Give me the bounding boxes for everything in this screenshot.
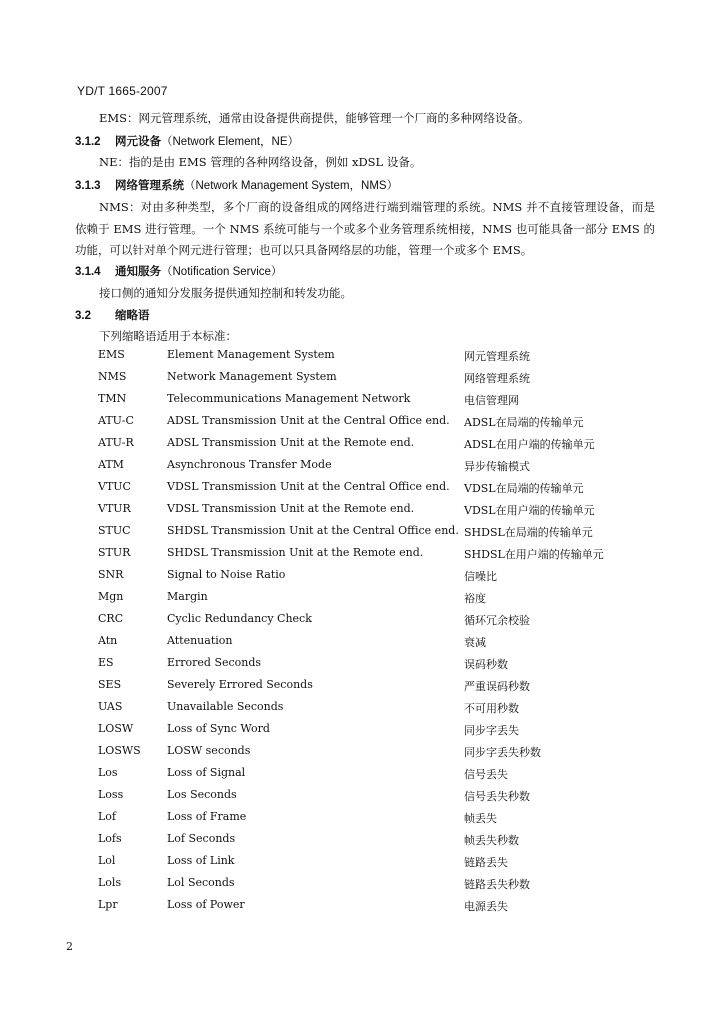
abbreviation-row — [98, 370, 638, 392]
section-heading-3-1-3 — [75, 177, 398, 193]
abbreviation-english: ADSL Transmission Unit at the Central Office end. — [167, 414, 450, 427]
abbreviation-term: VTUC — [98, 480, 131, 493]
section-number: 3.1.4 — [75, 266, 101, 278]
abbreviation-chinese: 电信管理网 — [464, 394, 519, 407]
abbreviation-english: Loss of Power — [167, 898, 245, 911]
section-title-zh: 网络管理系统 — [115, 178, 184, 192]
abbreviation-chinese: SHDSL在局端的传输单元 — [464, 526, 593, 539]
abbreviation-row — [98, 898, 638, 920]
abbreviation-english: Telecommunications Management Network — [167, 392, 411, 405]
abbreviation-term: SES — [98, 678, 122, 691]
abbreviation-row — [98, 700, 638, 722]
abbreviation-term: Atn — [98, 634, 118, 647]
abbreviation-chinese: 网元管理系统 — [464, 350, 530, 363]
abbreviation-chinese: 帧丢失秒数 — [464, 834, 519, 847]
abbreviation-chinese: 网络管理系统 — [464, 372, 530, 385]
abbreviation-english: Unavailable Seconds — [167, 700, 284, 713]
abbreviation-english: Loss of Frame — [167, 810, 247, 823]
abbreviation-chinese: 异步传输模式 — [464, 460, 530, 473]
abbreviation-english: Margin — [167, 590, 208, 603]
abbreviation-chinese: ADSL在局端的传输单元 — [464, 416, 584, 429]
abbreviation-chinese: SHDSL在用户端的传输单元 — [464, 548, 604, 561]
section-title-zh: 缩略语 — [115, 308, 150, 322]
abbreviation-english: Element Management System — [167, 348, 335, 361]
paragraph-notification — [75, 283, 655, 305]
section-title-en: （Network Element，NE） — [161, 136, 300, 148]
abbreviation-term: UAS — [98, 700, 123, 713]
abbreviation-chinese: 信号丢失秒数 — [464, 790, 530, 803]
abbreviation-row — [98, 590, 638, 612]
abbreviation-row — [98, 502, 638, 524]
abbreviation-row — [98, 810, 638, 832]
abbreviation-english: ADSL Transmission Unit at the Remote end. — [167, 436, 415, 449]
abbreviation-row — [98, 722, 638, 744]
abbreviation-chinese: 帧丢失 — [464, 812, 497, 825]
abbreviation-english: Lol Seconds — [167, 876, 235, 889]
abbreviation-row — [98, 392, 638, 414]
abbreviation-english: Loss of Sync Word — [167, 722, 270, 735]
abbreviation-chinese: ADSL在用户端的传输单元 — [464, 438, 595, 451]
abbreviation-term: ATU-C — [98, 414, 134, 427]
abbreviation-row — [98, 656, 638, 678]
section-title-zh: 通知服务 — [115, 264, 161, 278]
abbreviation-row — [98, 678, 638, 700]
section-number: 3.2 — [75, 310, 91, 322]
abbreviation-english: Severely Errored Seconds — [167, 678, 313, 691]
paragraph-abbr-intro-text: 下列缩略语适用于本标准： — [99, 329, 237, 343]
abbreviation-term: TMN — [98, 392, 127, 405]
abbreviation-chinese: 严重误码秒数 — [464, 680, 530, 693]
abbreviation-term: LOSW — [98, 722, 134, 735]
paragraph-ne-text: NE：指的是由 EMS 管理的各种网络设备，例如 xDSL 设备。 — [99, 155, 422, 169]
abbreviation-row — [98, 458, 638, 480]
section-title-zh: 网元设备 — [115, 134, 161, 148]
abbreviation-english: SHDSL Transmission Unit at the Remote end. — [167, 546, 424, 559]
paragraph-notification-text: 接口侧的通知分发服务提供通知控制和转发功能。 — [99, 286, 352, 300]
paragraph-ems-text: EMS：网元管理系统，通常由设备提供商提供，能够管理一个厂商的多种网络设备。 — [99, 111, 530, 125]
abbreviation-term: STUC — [98, 524, 131, 537]
abbreviation-term: Los — [98, 766, 118, 779]
abbreviation-chinese: 同步字丢失 — [464, 724, 519, 737]
abbreviation-row — [98, 348, 638, 370]
abbreviation-term: Loss — [98, 788, 124, 801]
abbreviation-chinese: 误码秒数 — [464, 658, 508, 671]
abbreviation-row — [98, 744, 638, 766]
abbreviation-chinese: 同步字丢失秒数 — [464, 746, 541, 759]
abbreviation-term: Lof — [98, 810, 116, 823]
abbreviation-english: VDSL Transmission Unit at the Remote end. — [167, 502, 415, 515]
abbreviation-term: Lols — [98, 876, 122, 889]
abbreviation-english: Asynchronous Transfer Mode — [167, 458, 332, 471]
abbreviation-chinese: VDSL在用户端的传输单元 — [464, 504, 595, 517]
section-title-en: （Network Management System，NMS） — [184, 180, 399, 192]
abbreviation-english: Signal to Noise Ratio — [167, 568, 286, 581]
abbreviation-term: VTUR — [98, 502, 131, 515]
abbreviation-table — [98, 348, 638, 920]
section-heading-3-2 — [75, 307, 150, 323]
abbreviation-row — [98, 480, 638, 502]
paragraph-ems — [75, 108, 655, 130]
abbreviation-english: Los Seconds — [167, 788, 237, 801]
abbreviation-term: SNR — [98, 568, 124, 581]
abbreviation-english: SHDSL Transmission Unit at the Central Office end. — [167, 524, 459, 537]
abbreviation-term: ATM — [98, 458, 124, 471]
abbreviation-row — [98, 414, 638, 436]
abbreviation-row — [98, 568, 638, 590]
abbreviation-row — [98, 788, 638, 810]
abbreviation-term: ATU-R — [98, 436, 134, 449]
abbreviation-row — [98, 524, 638, 546]
abbreviation-row — [98, 612, 638, 634]
abbreviation-english: Lof Seconds — [167, 832, 236, 845]
abbreviation-term: EMS — [98, 348, 125, 361]
paragraph-ne — [75, 152, 655, 174]
paragraph-abbr-intro — [75, 326, 655, 348]
abbreviation-chinese: 裕度 — [464, 592, 486, 605]
abbreviation-english: Loss of Signal — [167, 766, 246, 779]
abbreviation-term: Lpr — [98, 898, 118, 911]
section-number: 3.1.3 — [75, 180, 101, 192]
section-title-en: （Notification Service） — [161, 266, 283, 278]
abbreviation-english: VDSL Transmission Unit at the Central Office end. — [167, 480, 450, 493]
abbreviation-chinese: 衰减 — [464, 636, 486, 649]
abbreviation-chinese: 链路丢失 — [464, 856, 508, 869]
abbreviation-row — [98, 832, 638, 854]
abbreviation-term: Lol — [98, 854, 116, 867]
section-heading-3-1-2 — [75, 133, 299, 149]
abbreviation-chinese: VDSL在局端的传输单元 — [464, 482, 584, 495]
abbreviation-term: NMS — [98, 370, 127, 383]
abbreviation-row — [98, 854, 638, 876]
abbreviation-row — [98, 876, 638, 898]
document-header: YD/T 1665-2007 — [77, 84, 168, 98]
abbreviation-row — [98, 546, 638, 568]
abbreviation-row — [98, 436, 638, 458]
abbreviation-term: ES — [98, 656, 114, 669]
paragraph-nms-text: NMS：对由多种类型，多个厂商的设备组成的网络进行端到端管理的系统。NMS 并不直接管理设备，而是依赖于 EMS 进行管理。一个 NMS 系统可能与一个或多个业务管理系统相接，NMS 也可能具备一部分 EMS 的功能，可以针对单个网元进行管理；也可以只具备网络层的功能，管理一个或多个 EMS。 — [75, 200, 655, 257]
abbreviation-chinese: 信噪比 — [464, 570, 497, 583]
abbreviation-term: LOSWS — [98, 744, 141, 757]
abbreviation-term: CRC — [98, 612, 124, 625]
paragraph-nms — [75, 197, 655, 262]
abbreviation-chinese: 链路丢失秒数 — [464, 878, 530, 891]
abbreviation-chinese: 信号丢失 — [464, 768, 508, 781]
abbreviation-term: STUR — [98, 546, 131, 559]
abbreviation-row — [98, 766, 638, 788]
abbreviation-english: Loss of Link — [167, 854, 235, 867]
section-heading-3-1-4 — [75, 263, 282, 279]
abbreviation-term: Lofs — [98, 832, 122, 845]
abbreviation-english: Network Management System — [167, 370, 337, 383]
page-number: 2 — [66, 940, 73, 953]
abbreviation-english: Cyclic Redundancy Check — [167, 612, 312, 625]
abbreviation-row — [98, 634, 638, 656]
abbreviation-chinese: 电源丢失 — [464, 900, 508, 913]
abbreviation-english: Attenuation — [167, 634, 233, 647]
abbreviation-english: Errored Seconds — [167, 656, 262, 669]
section-number: 3.1.2 — [75, 136, 101, 148]
abbreviation-chinese: 循环冗余校验 — [464, 614, 530, 627]
abbreviation-term: Mgn — [98, 590, 124, 603]
abbreviation-english: LOSW seconds — [167, 744, 251, 757]
abbreviation-chinese: 不可用秒数 — [464, 702, 519, 715]
